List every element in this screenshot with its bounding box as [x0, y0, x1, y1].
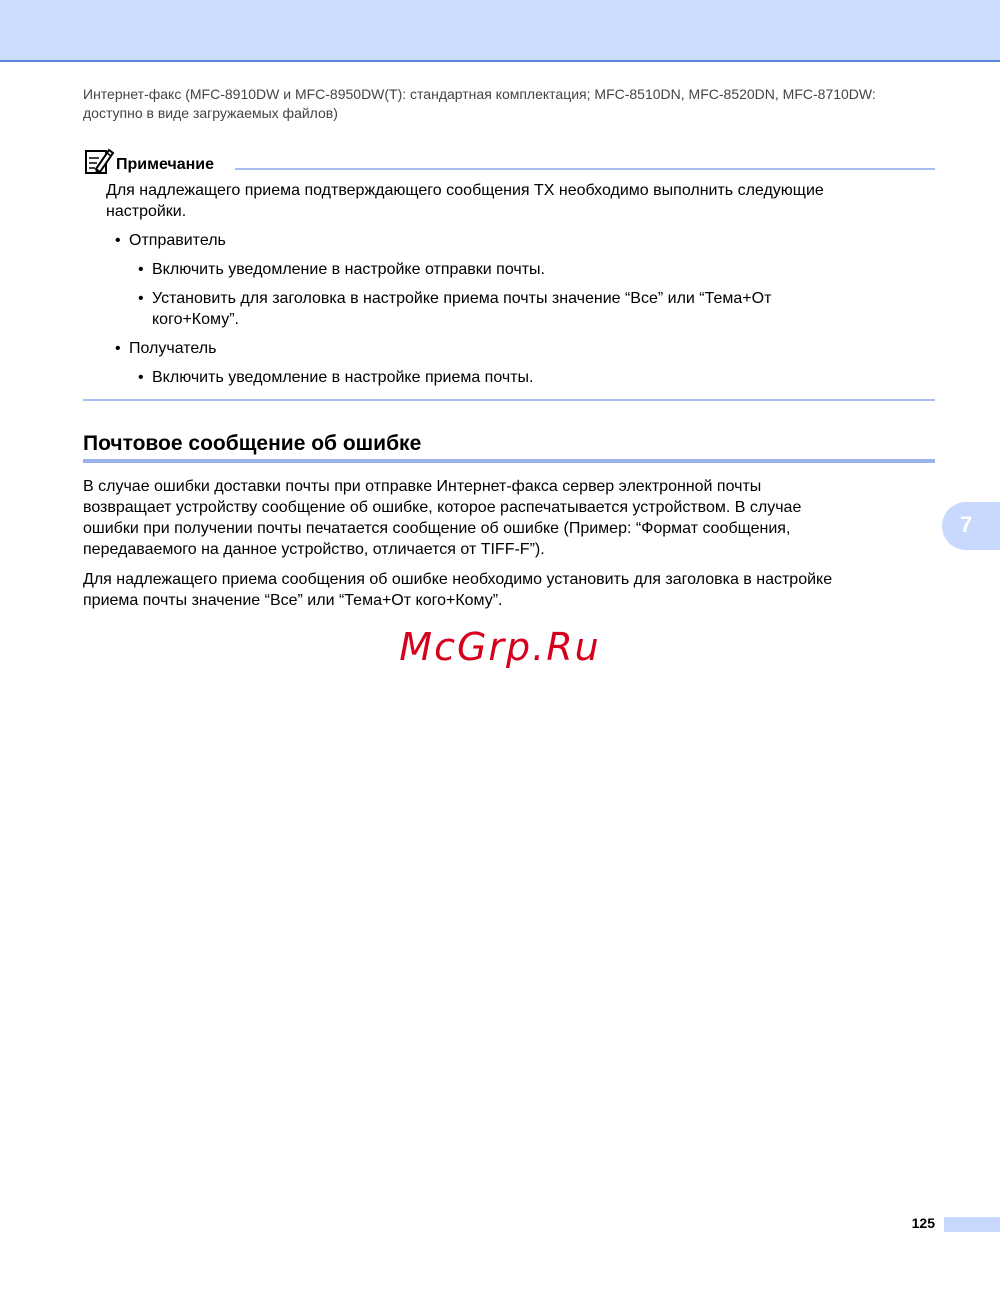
page-number-bar — [944, 1217, 1000, 1232]
watermark-text: McGrp.Ru — [399, 625, 601, 669]
chapter-tab — [942, 502, 1000, 550]
top-header-band — [0, 0, 1000, 62]
note-pencil-icon — [83, 146, 115, 176]
paragraph-error-receive-setting — [83, 569, 943, 611]
bullet-receiver-label: Получатель — [129, 340, 217, 357]
note-body — [106, 180, 936, 388]
bullet-receiver-item-1-text: Включить уведомление в настройке приема почты. — [152, 369, 534, 386]
paragraph-1-line-3: ошибки при получении почты печатается сообщение об ошибке (Пример: “Формат сообщения, — [83, 520, 791, 537]
paragraph-1-line-1: В случае ошибки доставки почты при отправке Интернет-факса сервер электронной почты — [83, 478, 762, 495]
paragraph-error-delivery — [83, 476, 943, 560]
note-title: Примечание — [116, 156, 215, 173]
bullet-receiver — [115, 338, 936, 359]
paragraph-1-line-4: передаваемого на данное устройство, отличается от TIFF-F”). — [83, 541, 545, 558]
note-intro-line-1: Для надлежащего приема подтверждающего сообщения TX необходимо выполнить следующие — [106, 182, 824, 199]
paragraph-1-line-2: возвращает устройству сообщение об ошибке, которое распечатывается устройством. В случае — [83, 499, 802, 516]
running-header — [83, 85, 943, 123]
note-intro-line-2: настройки. — [106, 203, 187, 220]
chapter-number: 7 — [960, 512, 973, 537]
bullet-sender-item-2 — [138, 288, 936, 330]
paragraph-2-line-1: Для надлежащего приема сообщения об ошибке необходимо установить для заголовка в настройке — [83, 571, 833, 588]
running-header-line-1: Интернет-факс (MFC-8910DW и MFC-8950DW(T): стандартная комплектация; MFC-8510DN, MFC-8520DN, MFC-8710DW: — [83, 86, 876, 102]
note-top-rule — [235, 168, 935, 170]
running-header-line-2: доступно в виде загружаемых файлов) — [83, 105, 338, 121]
note-header — [83, 146, 935, 176]
section-title: Почтовое сообщение об ошибке — [83, 432, 422, 455]
bullet-sender-item-1-text: Включить уведомление в настройке отправки почты. — [152, 261, 545, 278]
page-number: 125 — [911, 1215, 935, 1231]
note-intro — [106, 180, 936, 222]
bullet-sender — [115, 230, 936, 251]
bullet-sender-item-1 — [138, 259, 936, 280]
bullet-receiver-item-1 — [138, 367, 936, 388]
section-title-rule — [83, 459, 935, 463]
bullet-sender-item-2-line-1: Установить для заголовка в настройке приема почты значение “Все” или “Тема+От — [152, 290, 772, 307]
bullet-sender-item-2-line-2: кого+Кому”. — [152, 311, 239, 328]
note-bottom-rule — [83, 399, 935, 401]
bullet-sender-label: Отправитель — [129, 232, 226, 249]
paragraph-2-line-2: приема почты значение “Все” или “Тема+От кого+Кому”. — [83, 592, 503, 609]
